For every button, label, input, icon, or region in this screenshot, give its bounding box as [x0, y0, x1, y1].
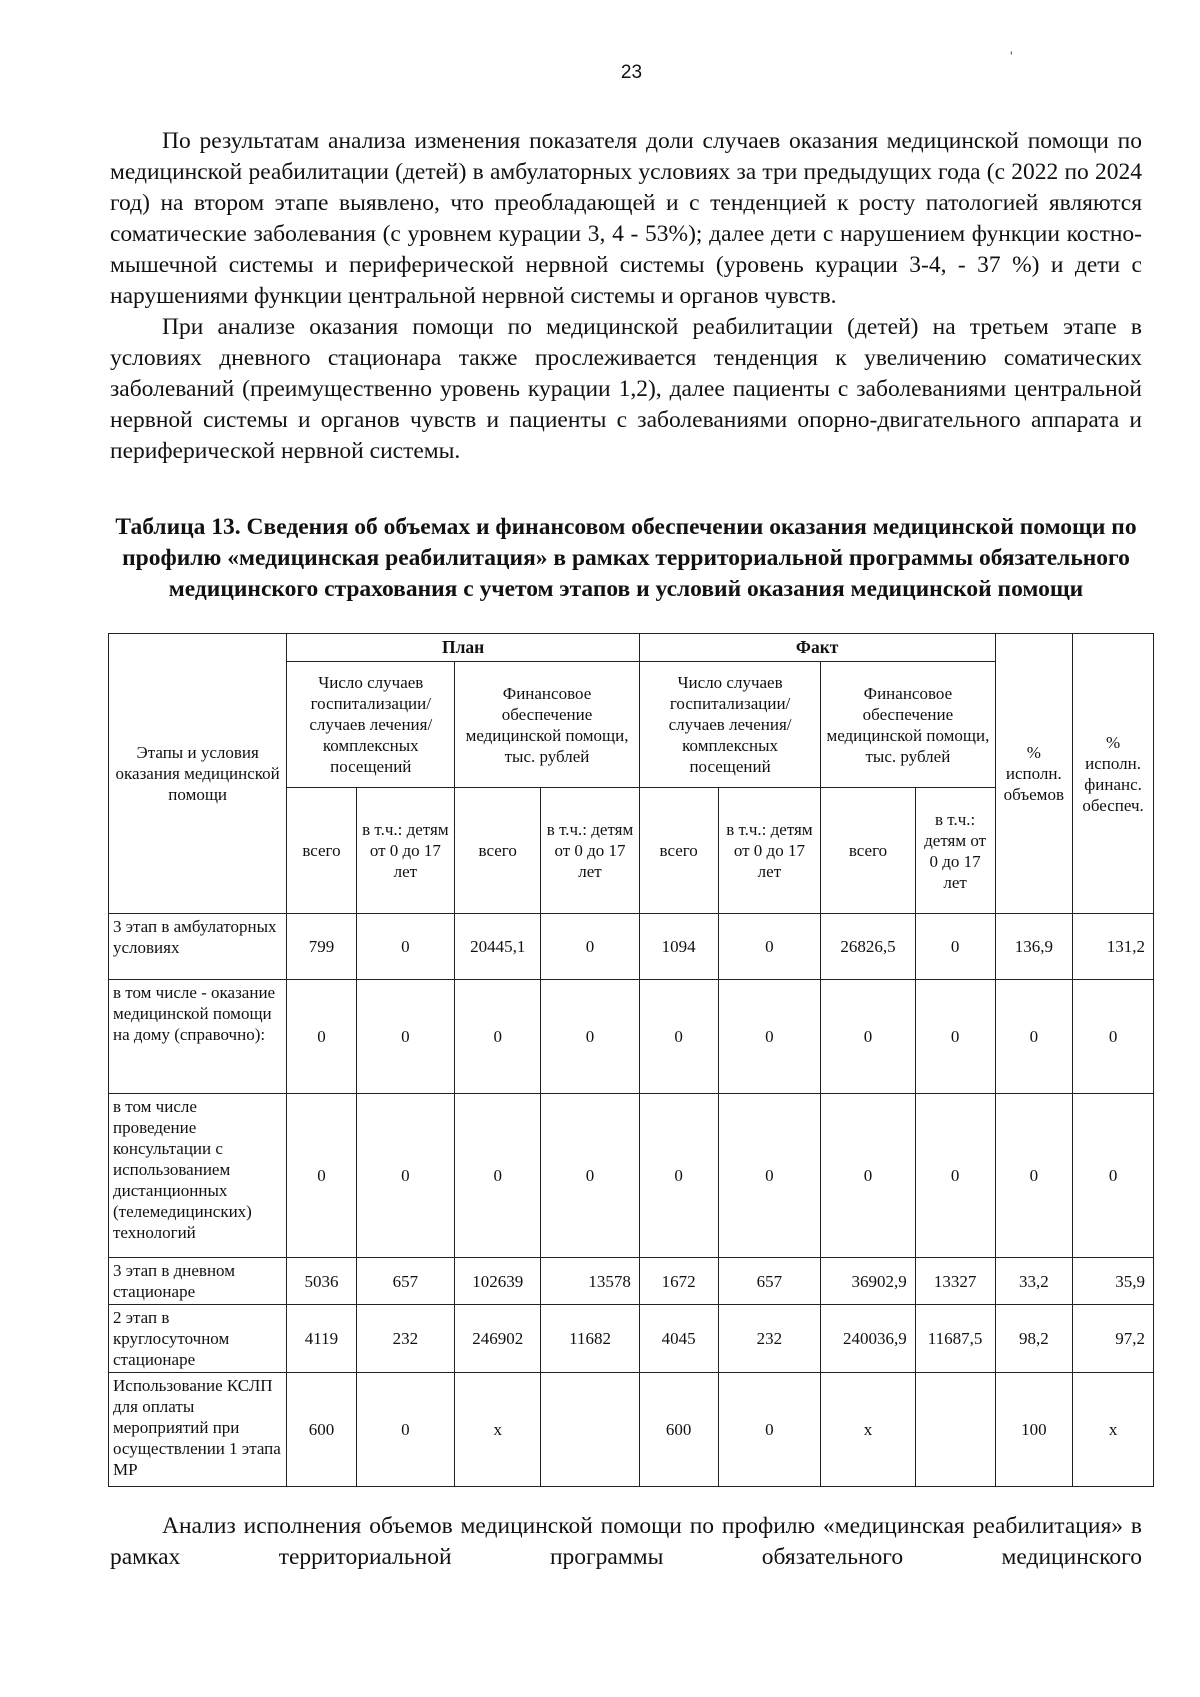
table-cell: 232 — [356, 1305, 455, 1373]
table-cell: 97,2 — [1073, 1305, 1154, 1373]
data-table — [108, 633, 1154, 1487]
scan-mark: ' — [1010, 48, 1013, 64]
table-cell: 600 — [639, 1373, 718, 1487]
table-cell: 0 — [356, 1094, 455, 1258]
header-fact: Факт — [639, 634, 995, 662]
table-cell: 246902 — [455, 1305, 541, 1373]
header-fact-finance: Финансовое обеспечение медицинской помощи, тыс. рублей — [821, 662, 995, 788]
table-cell: 0 — [915, 980, 995, 1094]
table-cell: 20445,1 — [455, 914, 541, 980]
row-label: 3 этап в амбулаторных условиях — [109, 914, 287, 980]
intro-text — [110, 126, 1142, 467]
header-fact-cases: Число случаев госпитализации/ случаев лечения/ комплексных посещений — [639, 662, 820, 788]
table-row — [109, 1305, 1154, 1373]
table-cell: 100 — [995, 1373, 1073, 1487]
table-cell: 131,2 — [1073, 914, 1154, 980]
row-label: 3 этап в дневном стационаре — [109, 1258, 287, 1305]
table-cell: 0 — [541, 914, 640, 980]
table-caption: Таблица 13. Сведения об объемах и финансовом обеспечении оказания медицинской помощи по профилю «медицинская реабилитация» в рамках территориальной программы обязательного медицинского страхования с учетом этапов и условий оказания медицинской помощи — [115, 514, 1137, 602]
table-cell: 0 — [356, 1373, 455, 1487]
table-row — [109, 980, 1154, 1094]
table-cell — [541, 1373, 640, 1487]
table-cell: 0 — [718, 980, 821, 1094]
table-cell: 0 — [1073, 1094, 1154, 1258]
table-cell: 232 — [718, 1305, 821, 1373]
table-cell: 0 — [821, 1094, 915, 1258]
table-cell: 13578 — [541, 1258, 640, 1305]
paragraph-1: По результатам анализа изменения показателя доли случаев оказания медицинской помощи по медицинской реабилитации (детей) в амбулаторных условиях за три предыдущих года (с 2022 по 2024 год) на втором этапе выявлено, что преобладающей и с тенденцией к росту патологией являются соматические заболевания (с уровнем курации 3, 4 - 53%); далее дети с нарушением функции костно-мышечной системы и периферической нервной системы (уровень курации 3-4, - 37 %) и дети с нарушениями функции центральной нервной системы и органов чувств. — [110, 128, 1142, 309]
table-cell: 0 — [356, 980, 455, 1094]
header-finance-pct: % исполн. финанс. обеспеч. — [1073, 634, 1154, 914]
table-cell: 98,2 — [995, 1305, 1073, 1373]
row-label: в том числе - оказание медицинской помощи на дому (справочно): — [109, 980, 287, 1094]
header-plan-cases: Число случаев госпитализации/ случаев лечения/ комплексных посещений — [287, 662, 455, 788]
table-cell: 240036,9 — [821, 1305, 915, 1373]
table-cell: 0 — [718, 1094, 821, 1258]
paragraph-3: Анализ исполнения объемов медицинской помощи по профилю «медицинская реабилитация» в рамках территориальной программы обязательного медицинского — [110, 1513, 1142, 1570]
table-cell: 0 — [639, 1094, 718, 1258]
table-cell: 657 — [718, 1258, 821, 1305]
table-cell: 5036 — [287, 1258, 356, 1305]
header-fact-fin-children: в т.ч.: детям от 0 до 17 лет — [915, 788, 995, 914]
table-cell: 0 — [821, 980, 915, 1094]
table-cell: 1094 — [639, 914, 718, 980]
header-plan: План — [287, 634, 639, 662]
table-cell: 13327 — [915, 1258, 995, 1305]
table-cell: 657 — [356, 1258, 455, 1305]
closing-text — [110, 1511, 1142, 1573]
table-cell: 0 — [718, 1373, 821, 1487]
table-cell: 0 — [915, 914, 995, 980]
header-plan-cases-children: в т.ч.: детям от 0 до 17 лет — [356, 788, 455, 914]
table-cell: 0 — [995, 1094, 1073, 1258]
table-cell: 0 — [287, 980, 356, 1094]
table-cell: 799 — [287, 914, 356, 980]
table-cell: 0 — [541, 980, 640, 1094]
table-cell: 11682 — [541, 1305, 640, 1373]
table-cell: 0 — [541, 1094, 640, 1258]
table-cell: x — [1073, 1373, 1154, 1487]
table-cell: 0 — [639, 980, 718, 1094]
table-cell — [915, 1373, 995, 1487]
table-cell: 0 — [995, 980, 1073, 1094]
table-cell: 600 — [287, 1373, 356, 1487]
table-row — [109, 1258, 1154, 1305]
table-cell: 0 — [455, 980, 541, 1094]
header-fact-cases-children: в т.ч.: детям от 0 до 17 лет — [718, 788, 821, 914]
paragraph-2: При анализе оказания помощи по медицинской реабилитации (детей) на третьем этапе в условиях дневного стационара также прослеживается тенденция к увеличению соматических заболеваний (преимущественно уровень курации 1,2), далее пациенты с заболеваниями центральной нервной системы и органов чувств и пациенты с заболеваниями опорно-двигательного аппарата и периферической нервной системы. — [110, 314, 1142, 464]
table-cell: 0 — [915, 1094, 995, 1258]
table-cell: 0 — [356, 914, 455, 980]
table-cell: 0 — [455, 1094, 541, 1258]
table-cell: 4119 — [287, 1305, 356, 1373]
table-cell: 11687,5 — [915, 1305, 995, 1373]
row-label: в том числе проведение консультации с использованием дистанционных (телемедицинских) технологий — [109, 1094, 287, 1258]
header-stage: Этапы и условия оказания медицинской помощи — [109, 634, 287, 914]
header-plan-fin-children: в т.ч.: детям от 0 до 17 лет — [541, 788, 640, 914]
header-plan-cases-total: всего — [287, 788, 356, 914]
row-label: Использование КСЛП для оплаты мероприятий при осуществлении 1 этапа МР — [109, 1373, 287, 1487]
table-cell: 35,9 — [1073, 1258, 1154, 1305]
table-cell: 0 — [1073, 980, 1154, 1094]
table-cell: 33,2 — [995, 1258, 1073, 1305]
table-cell: 0 — [287, 1094, 356, 1258]
header-fact-cases-total: всего — [639, 788, 718, 914]
table-row — [109, 1373, 1154, 1487]
page-number: 23 — [620, 62, 643, 83]
table-row — [109, 914, 1154, 980]
table-cell: 102639 — [455, 1258, 541, 1305]
table-cell: x — [455, 1373, 541, 1487]
table-cell: x — [821, 1373, 915, 1487]
table-cell: 1672 — [639, 1258, 718, 1305]
header-fact-fin-total: всего — [821, 788, 915, 914]
table-row — [109, 1094, 1154, 1258]
header-plan-finance: Финансовое обеспечение медицинской помощи, тыс. рублей — [455, 662, 640, 788]
table-cell: 36902,9 — [821, 1258, 915, 1305]
row-label: 2 этап в круглосуточном стационаре — [109, 1305, 287, 1373]
table-cell: 136,9 — [995, 914, 1073, 980]
table-container — [108, 633, 1154, 1487]
table-cell: 4045 — [639, 1305, 718, 1373]
table-cell: 26826,5 — [821, 914, 915, 980]
header-volume-pct: % исполн. объемов — [995, 634, 1073, 914]
table-cell: 0 — [718, 914, 821, 980]
header-plan-fin-total: всего — [455, 788, 541, 914]
